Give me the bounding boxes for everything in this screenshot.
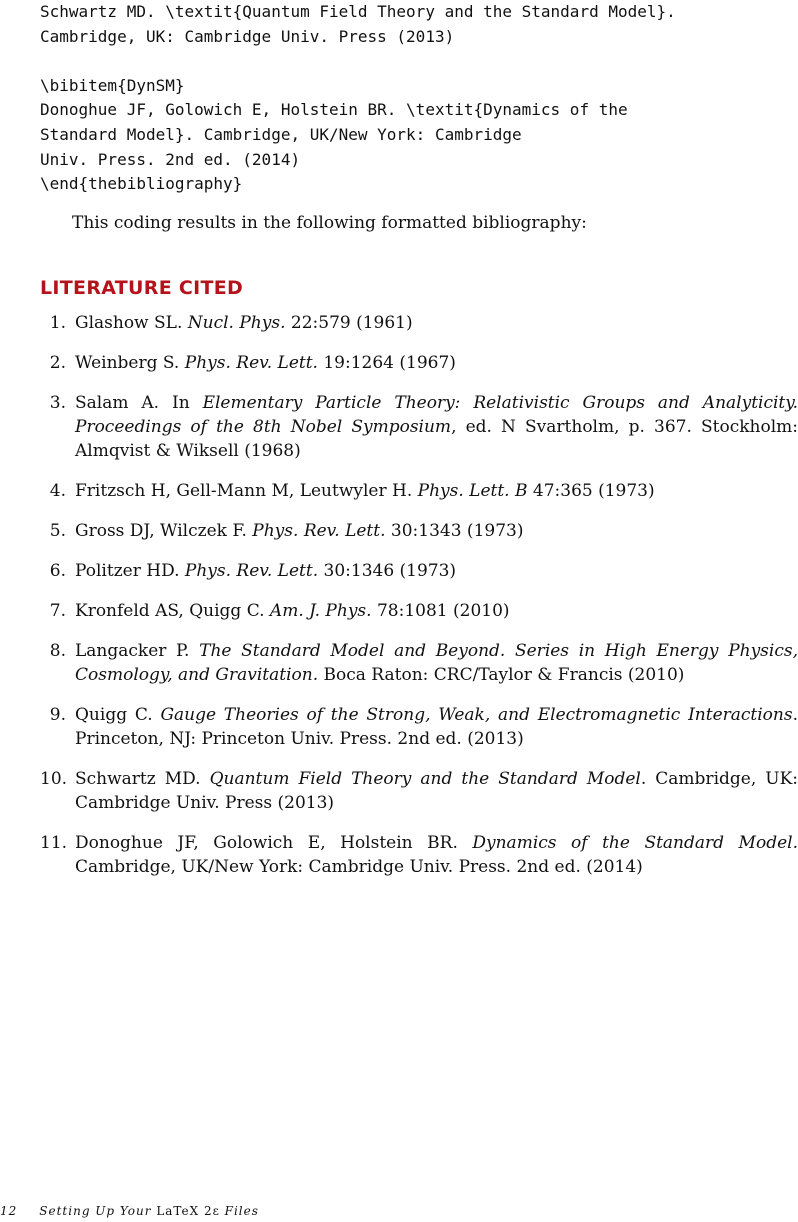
reference-details: 19:1264 (1967) — [317, 353, 456, 373]
reference-title: Gauge Theories of the Strong, Weak, and Electromagnetic Interactions — [160, 705, 793, 725]
reference-list — [40, 311, 798, 895]
reference-item — [40, 391, 798, 463]
reference-details: 47:365 (1973) — [527, 481, 655, 501]
reference-authors: Quigg C. — [75, 705, 161, 725]
reference-title: Quantum Field Theory and the Standard Model — [209, 769, 641, 789]
reference-authors: Gross DJ, Wilczek F. — [75, 521, 253, 541]
reference-details: 22:579 (1961) — [285, 313, 413, 333]
intro-paragraph: This coding results in the following formatted bibliography: — [72, 213, 587, 233]
reference-details: 30:1343 (1973) — [385, 521, 524, 541]
reference-authors: Salam A. In — [75, 393, 203, 413]
reference-details: 30:1346 (1973) — [318, 561, 457, 581]
section-heading: LITERATURE CITED — [40, 277, 244, 299]
reference-title: Phys. Rev. Lett. — [252, 521, 386, 541]
code-line: Donoghue JF, Golowich E, Holstein BR. \textit{Dynamics of the — [40, 100, 628, 120]
reference-number: 6. — [49, 561, 66, 581]
reference-item — [40, 639, 798, 687]
reference-item — [40, 559, 798, 583]
reference-number: 4. — [49, 481, 66, 501]
code-line: Cambridge, UK: Cambridge Univ. Press (2013) — [40, 26, 455, 46]
reference-authors: Fritzsch H, Gell-Mann M, Leutwyler H. — [75, 481, 418, 501]
reference-item — [40, 831, 798, 879]
reference-authors: Politzer HD. — [75, 561, 185, 581]
reference-number: 3. — [49, 393, 66, 413]
reference-title: Elementary Particle Theory: Relativistic Groups and Analyticity. Proceedings of the 8th Nobel Symposium — [75, 393, 798, 437]
reference-authors: Langacker P. — [75, 641, 200, 661]
latex-logo: LaTeX 2ε — [156, 1204, 220, 1218]
reference-item — [40, 767, 798, 815]
latex-code-block — [40, 0, 676, 197]
reference-authors: Glashow SL. — [75, 313, 188, 333]
reference-number: 8. — [49, 641, 66, 661]
reference-number: 9. — [49, 705, 66, 725]
reference-title: Nucl. Phys. — [187, 313, 286, 333]
page-number: 12 — [0, 1204, 18, 1218]
reference-title: The Standard Model and Beyond. Series in High Energy Physics, Cosmology, and Gravitation. — [75, 641, 798, 685]
reference-item — [40, 703, 798, 751]
reference-number: 1. — [49, 313, 66, 333]
reference-title: Am. J. Phys. — [269, 601, 372, 621]
reference-number: 11. — [40, 833, 68, 853]
reference-item — [40, 599, 798, 623]
reference-number: 5. — [49, 521, 66, 541]
reference-details: . Princeton, NJ: Princeton Univ. Press. 2nd ed. (2013) — [75, 705, 798, 749]
code-line: Univ. Press. 2nd ed. (2014) — [40, 149, 301, 169]
reference-authors: Donoghue JF, Golowich E, Holstein BR. — [75, 833, 473, 853]
reference-details: . Cambridge, UK: Cambridge Univ. Press (2013) — [75, 769, 798, 813]
reference-details: , ed. N Svartholm, p. 367. Stockholm: Almqvist & Wiksell (1968) — [75, 417, 798, 461]
code-line: \bibitem{DynSM} — [40, 75, 185, 95]
reference-title: Phys. Lett. B — [417, 481, 528, 501]
footer-title-end: Files — [219, 1204, 259, 1218]
code-line: Schwartz MD. \textit{Quantum Field Theory and the Standard Model}. — [40, 2, 676, 21]
reference-item — [40, 351, 798, 375]
reference-number: 2. — [49, 353, 66, 373]
reference-details: Cambridge, UK/New York: Cambridge Univ. Press. 2nd ed. (2014) — [75, 857, 643, 877]
reference-title: Dynamics of the Standard Model. — [472, 833, 798, 853]
reference-title: Phys. Rev. Lett. — [184, 561, 319, 581]
code-line: \end{thebibliography} — [40, 174, 243, 194]
reference-number: 7. — [49, 601, 66, 621]
reference-item — [40, 311, 798, 335]
reference-details: 78:1081 (2010) — [371, 601, 510, 621]
code-line: Standard Model}. Cambridge, UK/New York: Cambridge — [40, 124, 522, 144]
footer-title: Setting Up Your — [39, 1204, 157, 1218]
reference-number: 10. — [40, 769, 68, 789]
reference-details: Boca Raton: CRC/Taylor & Francis (2010) — [318, 665, 685, 685]
reference-authors: Schwartz MD. — [75, 769, 210, 789]
reference-item — [40, 479, 798, 503]
reference-item — [40, 519, 798, 543]
reference-title: Phys. Rev. Lett. — [184, 353, 318, 373]
page-footer — [0, 1204, 259, 1218]
reference-authors: Weinberg S. — [75, 353, 185, 373]
reference-authors: Kronfeld AS, Quigg C. — [75, 601, 270, 621]
code-line — [40, 49, 676, 74]
